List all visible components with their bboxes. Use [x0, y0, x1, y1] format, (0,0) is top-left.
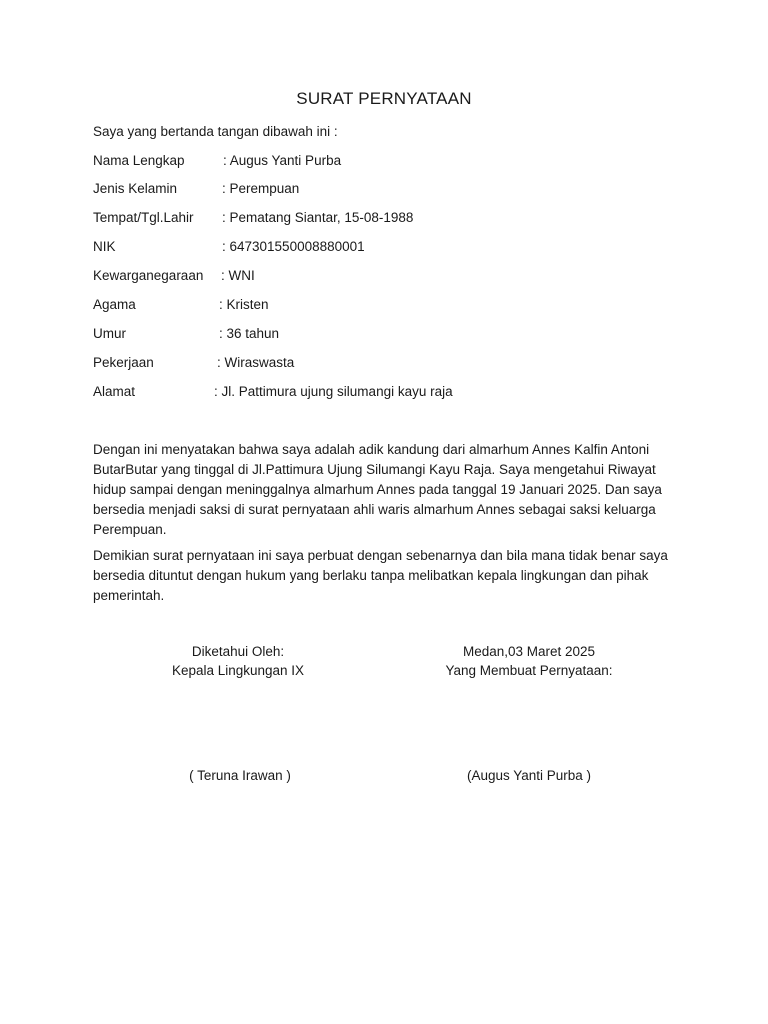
right-signature-line-2: Yang Membuat Pernyataan:	[445, 662, 613, 678]
field-value: : Augus Yanti Purba	[223, 153, 342, 168]
field-value: : Perempuan	[222, 181, 300, 196]
closing-paragraph: Demikian surat pernyataan ini saya perbuat dengan sebenarnya dan bila mana tidak benar saya bersedia dituntut dengan hukum yang berlaku tanpa melibatkan kepala lingkungan dan pihak pemerintah.	[93, 548, 668, 603]
field-value: : WNI	[221, 268, 255, 283]
left-signature-line-1: Diketahui Oleh:	[191, 644, 285, 659]
field-value: : Wiraswasta	[217, 355, 295, 370]
field-value: : Jl. Pattimura ujung silumangi kayu raja	[214, 384, 453, 399]
left-signatory-name: ( Teruna Irawan )	[189, 768, 291, 783]
field-label: Jenis Kelamin	[93, 181, 178, 196]
field-label: Nama Lengkap	[93, 153, 185, 168]
field-value: : Pematang Siantar, 15-08-1988	[222, 210, 414, 225]
field-label: Umur	[93, 326, 126, 341]
right-signatory-name: (Augus Yanti Purba )	[466, 768, 592, 783]
field-label: Agama	[93, 297, 136, 312]
field-value: : Kristen	[219, 297, 269, 312]
right-signature-block	[409, 643, 649, 680]
intro-text: Saya yang bertanda tangan dibawah ini :	[93, 124, 338, 139]
field-label: Pekerjaan	[93, 355, 154, 370]
document-title: SURAT PERNYATAAN	[296, 89, 472, 108]
field-value: : 36 tahun	[219, 326, 280, 341]
field-label: Kewarganegaraan	[93, 268, 204, 283]
right-signature-line-1: Medan,03 Maret 2025	[462, 644, 596, 659]
statement-paragraph: Dengan ini menyatakan bahwa saya adalah adik kandung dari almarhum Annes Kalfin Antoni ButarButar yang tinggal di Jl.Pattimura Ujung Silumangi Kayu Raja. Saya mengetahui Riwayat hidup sampai dengan meninggalnya almarhum Annes pada tanggal 19 Januari 2025. Dan saya bersedia menjadi saksi di surat pernyataan ahli waris almarhum Annes sebagai saksi keluarga Perempuan.	[93, 442, 662, 537]
left-signature-block	[128, 643, 348, 680]
left-signature-line-2: Kepala Lingkungan IX	[171, 662, 305, 678]
field-label: Tempat/Tgl.Lahir	[93, 210, 194, 225]
field-label: Alamat	[93, 384, 136, 399]
field-label: NIK	[93, 239, 116, 254]
field-value: : 647301550008880001	[222, 239, 365, 254]
